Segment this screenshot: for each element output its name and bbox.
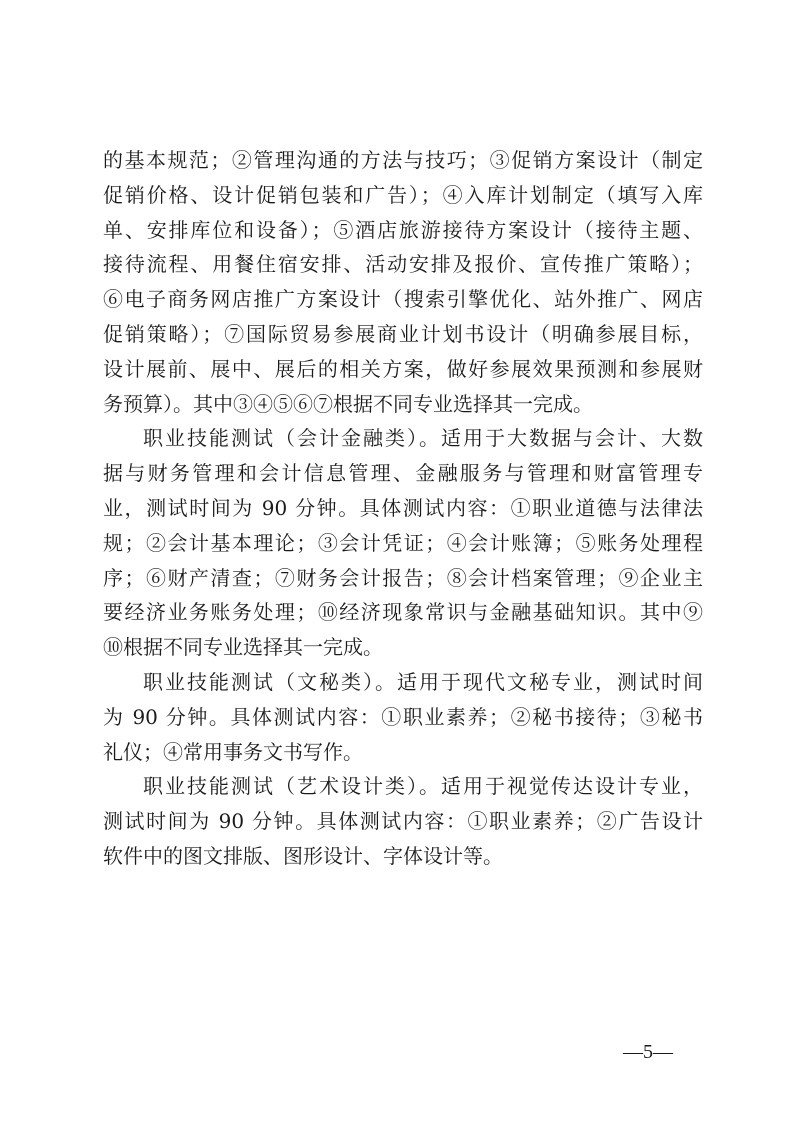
text-line: 序；⑥财产清查；⑦财务会计报告；⑧会计档案管理；⑨企业主 [103,565,703,590]
text-line: ⑩根据不同专业选择其一完成。 [103,635,383,660]
text-line: 促销策略）；⑦国际贸易参展商业计划书设计（明确参展目标， [103,321,703,346]
text-line: 软件中的图文排版、图形设计、字体设计等。 [103,843,503,868]
text-line: 接待流程、用餐住宿安排、活动安排及报价、宣传推广策略）； [103,252,703,277]
paragraph-start-secretarial: 职业技能测试（文秘类）。适用于现代文秘专业，测试时间 [143,669,703,694]
text-line: 要经济业务账务处理；⑩经济现象常识与金融基础知识。其中⑨ [103,600,703,625]
page-number: —5— [623,1041,673,1063]
paragraph-start-accounting: 职业技能测试（会计金融类）。适用于大数据与会计、大数 [143,426,703,451]
text-line: 据与财务管理和会计信息管理、金融服务与管理和财富管理专 [103,461,703,486]
text-line: 的基本规范；②管理沟通的方法与技巧；③促销方案设计（制定 [103,148,703,172]
document-body [103,143,703,874]
text-line: ⑥电子商务网店推广方案设计（搜索引擎优化、站外推广、网店 [103,287,703,312]
text-line: 测试时间为 90 分钟。具体测试内容：①职业素养；②广告设计 [103,809,703,834]
text-line: 为 90 分钟。具体测试内容：①职业素养；②秘书接待；③秘书 [103,704,703,729]
text-line: 单、安排库位和设备）；⑤酒店旅游接待方案设计（接待主题、 [103,217,703,242]
text-line: 设计展前、展中、展后的相关方案，做好参展效果预测和参展财 [103,356,703,381]
text-line: 务预算）。其中③④⑤⑥⑦根据不同专业选择其一完成。 [103,391,593,416]
text-line: 业，测试时间为 90 分钟。具体测试内容：①职业道德与法律法 [103,495,703,520]
text-line: 礼仪；④常用事务文书写作。 [103,739,363,764]
paragraph-start-art-design: 职业技能测试（艺术设计类）。适用于视觉传达设计专业， [143,774,703,799]
text-line: 促销价格、设计促销包装和广告）；④入库计划制定（填写入库 [103,182,703,207]
text-line: 规；②会计基本理论；③会计凭证；④会计账簿；⑤账务处理程 [103,530,703,555]
